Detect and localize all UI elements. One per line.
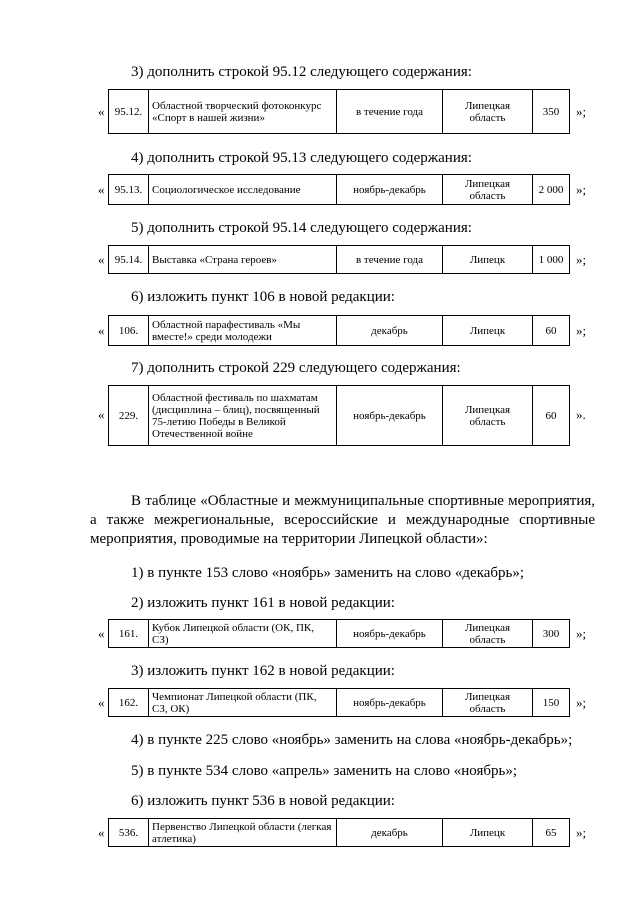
instruction-3: 3) дополнить строкой 95.12 следующего содержания: xyxy=(131,64,472,80)
cell-count: 65 xyxy=(533,819,570,847)
cell-name: Областной фестиваль по шахматам (дисциплина – блиц), посвященный 75-летию Победы в Великой Отечественной войне xyxy=(149,386,337,446)
cell-period: декабрь xyxy=(337,316,443,346)
table-95-13 xyxy=(108,174,570,205)
cell-name: Областной парафестиваль «Мы вместе!» среди молодежи xyxy=(149,316,337,346)
cell-count: 300 xyxy=(533,620,570,648)
cell-count: 60 xyxy=(533,386,570,446)
close-quote: ». xyxy=(576,407,586,422)
instruction-b4: 4) в пункте 225 слово «ноябрь» заменить на слова «ноябрь-декабрь»; xyxy=(131,732,573,748)
close-quote: »; xyxy=(576,252,587,267)
instruction-b6: 6) изложить пункт 536 в новой редакции: xyxy=(131,793,395,809)
cell-period: в течение года xyxy=(337,90,443,134)
cell-place: Липецкая область xyxy=(443,689,533,717)
intro-line-1: В таблице «Областные и межмуниципальные спортивные мероприятия, xyxy=(131,493,595,509)
cell-place: Липецкая область xyxy=(443,386,533,446)
cell-place: Липецк xyxy=(443,246,533,274)
cell-place: Липецкая область xyxy=(443,90,533,134)
open-quote: « xyxy=(98,626,105,641)
table-106 xyxy=(108,315,570,346)
intro-line-2: а также межрегиональные, всероссийские и международные спортивные xyxy=(90,512,595,528)
intro-line-3: мероприятия, проводимые на территории Липецкой области»: xyxy=(90,531,488,547)
cell-num: 162. xyxy=(109,689,149,717)
cell-period: ноябрь-декабрь xyxy=(337,175,443,205)
cell-name: Выставка «Страна героев» xyxy=(149,246,337,274)
open-quote: « xyxy=(98,252,105,267)
table-95-14 xyxy=(108,245,570,274)
cell-num: 106. xyxy=(109,316,149,346)
table-162 xyxy=(108,688,570,717)
close-quote: »; xyxy=(576,626,587,641)
instruction-b2: 2) изложить пункт 161 в новой редакции: xyxy=(131,595,395,611)
open-quote: « xyxy=(98,695,105,710)
cell-place: Липецк xyxy=(443,316,533,346)
cell-period: ноябрь-декабрь xyxy=(337,386,443,446)
table-229 xyxy=(108,385,570,446)
instruction-5: 5) дополнить строкой 95.14 следующего содержания: xyxy=(131,220,472,236)
close-quote: »; xyxy=(576,104,587,119)
instruction-6: 6) изложить пункт 106 в новой редакции: xyxy=(131,289,395,305)
cell-period: ноябрь-декабрь xyxy=(337,689,443,717)
instruction-b1: 1) в пункте 153 слово «ноябрь» заменить на слово «декабрь»; xyxy=(131,565,525,581)
table-161 xyxy=(108,619,570,648)
cell-place: Липецкая область xyxy=(443,620,533,648)
intro-paragraph xyxy=(90,492,595,549)
open-quote: « xyxy=(98,323,105,338)
cell-num: 95.14. xyxy=(109,246,149,274)
cell-place: Липецк xyxy=(443,819,533,847)
cell-count: 60 xyxy=(533,316,570,346)
close-quote: »; xyxy=(576,323,587,338)
cell-name: Первенство Липецкой области (легкая атлетика) xyxy=(149,819,337,847)
cell-name: Социологическое исследование xyxy=(149,175,337,205)
cell-num: 95.12. xyxy=(109,90,149,134)
cell-count: 2 000 xyxy=(533,175,570,205)
cell-num: 161. xyxy=(109,620,149,648)
close-quote: »; xyxy=(576,182,587,197)
cell-name: Кубок Липецкой области (ОК, ПК, СЗ) xyxy=(149,620,337,648)
instruction-b5: 5) в пункте 534 слово «апрель» заменить на слово «ноябрь»; xyxy=(131,763,518,779)
cell-period: ноябрь-декабрь xyxy=(337,620,443,648)
cell-count: 350 xyxy=(533,90,570,134)
cell-period: декабрь xyxy=(337,819,443,847)
cell-num: 536. xyxy=(109,819,149,847)
cell-num: 95.13. xyxy=(109,175,149,205)
instruction-7: 7) дополнить строкой 229 следующего содержания: xyxy=(131,360,461,376)
open-quote: « xyxy=(98,104,105,119)
cell-count: 1 000 xyxy=(533,246,570,274)
cell-count: 150 xyxy=(533,689,570,717)
cell-name: Чемпионат Липецкой области (ПК, СЗ, ОК) xyxy=(149,689,337,717)
table-95-12 xyxy=(108,89,570,134)
instruction-b3: 3) изложить пункт 162 в новой редакции: xyxy=(131,663,395,679)
cell-period: в течение года xyxy=(337,246,443,274)
cell-num: 229. xyxy=(109,386,149,446)
open-quote: « xyxy=(98,825,105,840)
close-quote: »; xyxy=(576,695,587,710)
cell-name: Областной творческий фотоконкурс «Спорт в нашей жизни» xyxy=(149,90,337,134)
open-quote: « xyxy=(98,407,105,422)
instruction-4: 4) дополнить строкой 95.13 следующего содержания: xyxy=(131,150,472,166)
table-536 xyxy=(108,818,570,847)
cell-place: Липецкая область xyxy=(443,175,533,205)
close-quote: »; xyxy=(576,825,587,840)
open-quote: « xyxy=(98,182,105,197)
